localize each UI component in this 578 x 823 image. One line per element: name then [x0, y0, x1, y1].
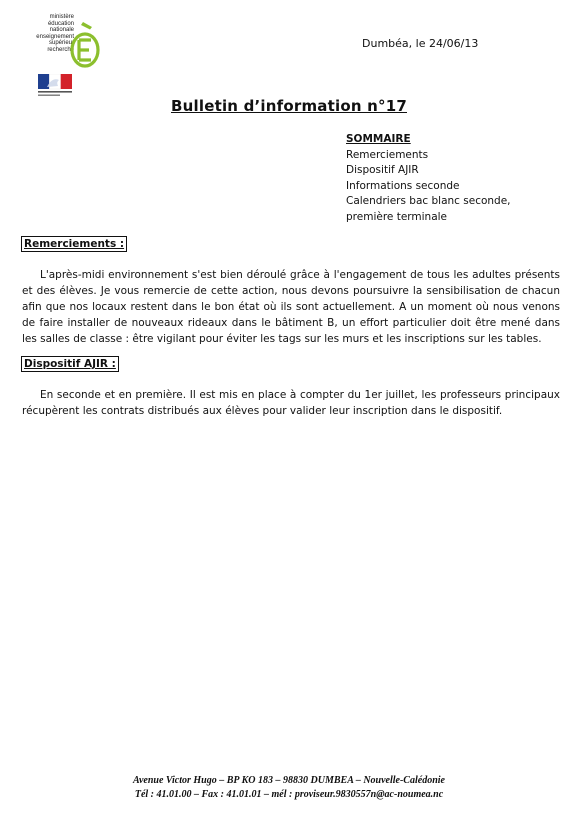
section-text-ajir: En seconde et en première. Il est mis en place à compter du 1er juillet, les professeurs principaux récupèrent les contrats distribués aux élèves pour valider leur inscription dans le dispositif.: [22, 389, 560, 417]
summary-item: Informations seconde: [346, 179, 460, 192]
summary-item: Calendriers bac blanc seconde, première terminale: [346, 195, 511, 223]
footer-address: [0, 774, 578, 802]
summary-heading: SOMMAIRE: [346, 133, 411, 145]
republic-flag-icon: [38, 74, 72, 98]
summary-block: [346, 132, 560, 225]
footer-line-contact: Tél : 41.01.00 – Fax : 41.01.01 – mél : proviseur.9830557n@ac-noumea.nc: [134, 789, 444, 800]
logo-line: enseignement: [36, 33, 74, 40]
section-text-remerciements: L'après-midi environnement s'est bien déroulé grâce à l'engagement de tous les adultes présents et des élèves. Je vous remercie de cette action, nous devons poursuivre la sensibilisation de chacun afin que nos locaux restent dans le bon état où ils sont actuellement. A un moment où nous venons de faire installer de nouveaux rideaux dans le bâtiment B, un effort particulier doit être mené dans les salles de classe : être vigilant pour éviter les tags sur les murs et les inscriptions sur les tables.: [22, 269, 560, 345]
e-accent-logo-icon: [70, 20, 100, 70]
summary-item: Dispositif AJIR: [346, 164, 419, 176]
section-heading-remerciements: Remerciements :: [21, 236, 127, 252]
logo-line: supérieur: [48, 40, 74, 47]
section-heading-ajir: Dispositif AJIR :: [21, 356, 119, 372]
footer-line-address: Avenue Victor Hugo – BP KO 183 – 98830 DUMBEA – Nouvelle-Calédonie: [133, 775, 445, 786]
logo-line: éducation: [47, 20, 74, 27]
summary-item: Remerciements: [346, 148, 429, 161]
ministry-logo: [34, 14, 104, 94]
date-line: Dumbéa, le 24/06/13: [362, 37, 479, 50]
page-title: Bulletin d’information n°17: [171, 97, 407, 115]
logo-line: nationale: [49, 27, 74, 34]
ministry-logo-text: [34, 14, 74, 54]
logo-line: ministère: [49, 14, 74, 20]
logo-line: recherche: [47, 46, 74, 53]
